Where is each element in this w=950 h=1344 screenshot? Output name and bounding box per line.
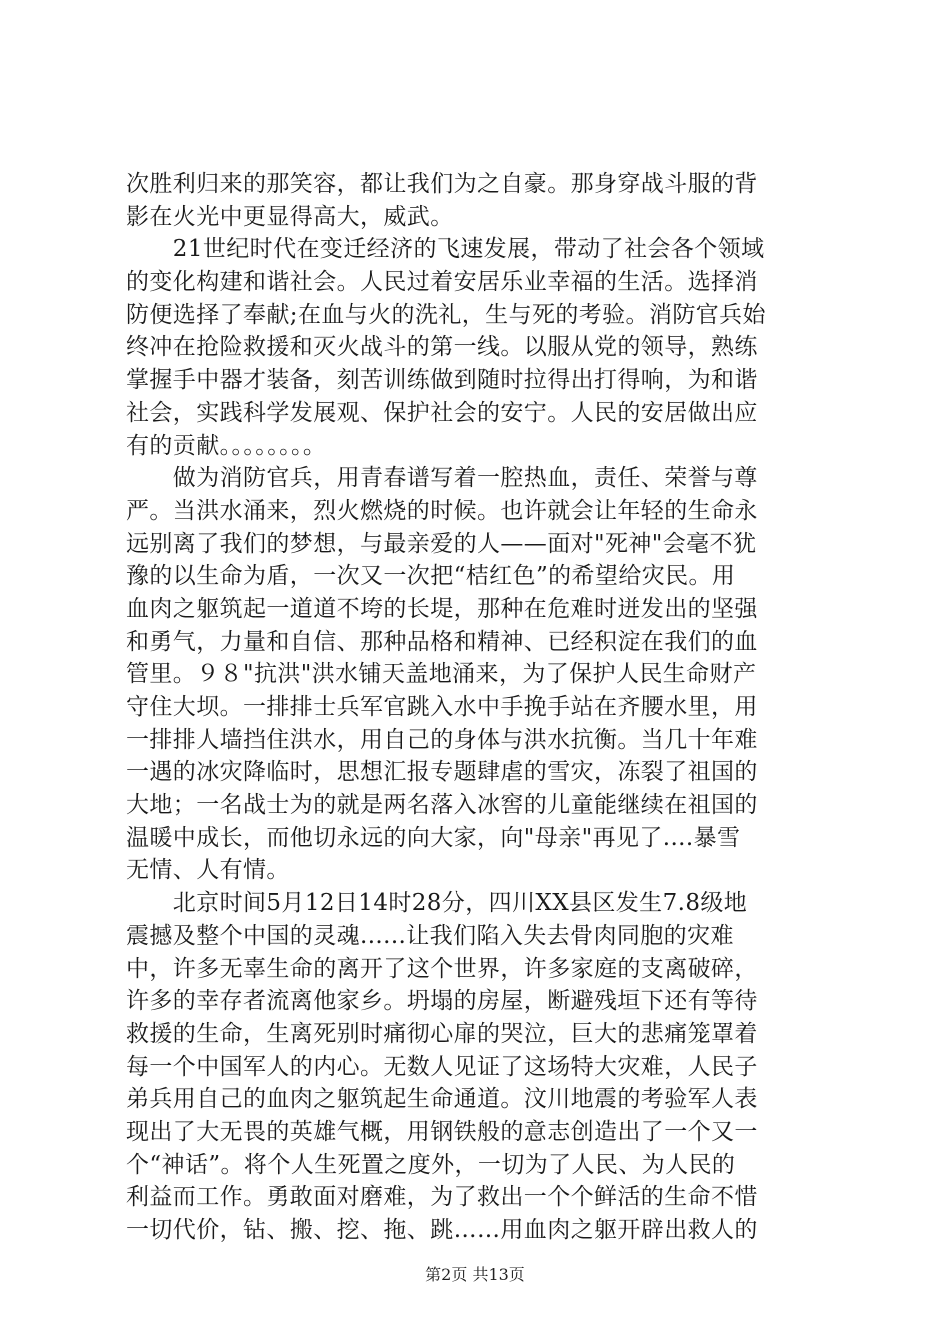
text-line: 严。当洪水涌来，烈火燃烧的时候。也许就会让年轻的生命永 [126, 497, 758, 524]
text-line: 一排排人墙挡住洪水，用自己的身体与洪水抗衡。当几十年难 [126, 726, 758, 753]
text-line: 中，许多无辜生命的离开了这个世界，许多家庭的支离破碎， [126, 955, 758, 982]
text-line: 个“神话”。将个人生死置之度外，一切为了人民、为人民的 [126, 1151, 736, 1178]
text-line: 每一个中国军人的内心。无数人见证了这场特大灾难，人民子 [126, 1053, 758, 1080]
text-line: 大地；一名战士为的就是两名落入冰窖的儿童能继续在祖国的 [126, 792, 758, 819]
text-line: 做为消防官兵，用青春谱写着一腔热血，责任、荣誉与尊 [126, 465, 758, 492]
text-line: 终冲在抢险救援和灭火战斗的第一线。以服从党的领导，熟练 [126, 334, 758, 361]
text-line: 21世纪时代在变迁经济的飞速发展，带动了社会各个领域 [126, 236, 765, 263]
text-line: 防便选择了奉献;在血与火的洗礼，生与死的考验。消防官兵始 [126, 301, 766, 328]
text-line: 掌握手中器才装备，刻苦训练做到随时拉得出打得响，为和谐 [126, 367, 758, 394]
text-line: 影在火光中更显得高大，威武。 [126, 203, 454, 230]
text-line: 豫的以生命为盾，一次又一次把“桔红色”的希望给灾民。用 [126, 563, 736, 590]
body-text [126, 168, 826, 1247]
text-line: 一切代价，钻、搬、挖、拖、跳……用血肉之躯开辟出救人的 [126, 1217, 758, 1243]
text-line: 温暖中成长，而他切永远的向大家，向"母亲"再见了....暴雪 [126, 824, 741, 851]
text-line: 和勇气，力量和自信、那种品格和精神、已经积淀在我们的血 [126, 628, 758, 655]
text-line: 远别离了我们的梦想，与最亲爱的人——面对"死神"会毫不犹 [126, 530, 757, 557]
text-line: 救援的生命，生离死别时痛彻心扉的哭泣，巨大的悲痛笼罩着 [126, 1020, 758, 1047]
text-line: 有的贡献。。。。。。。。 [126, 432, 327, 459]
text-line: 无情、人有情。 [126, 857, 290, 884]
text-line: 守住大坝。一排排士兵军官跳入水中手挽手站在齐腰水里，用 [126, 694, 758, 720]
text-line: 次胜利归来的那笑容，都让我们为之自豪。那身穿战斗服的背 [126, 171, 758, 197]
text-line: 血肉之躯筑起一道道不垮的长堤，那种在危难时迸发出的坚强 [126, 595, 758, 622]
text-line: 弟兵用自己的血肉之躯筑起生命通道。汶川地震的考验军人表 [126, 1086, 758, 1113]
text-line: 许多的幸存者流离他家乡。坍塌的房屋，断避残垣下还有等待 [126, 988, 758, 1015]
text-line: 震撼及整个中国的灵魂......让我们陷入失去骨肉同胞的灾难 [126, 922, 734, 949]
text-line: 社会，实践科学发展观、保护社会的安宁。人民的安居做出应 [126, 399, 758, 426]
text-line: 的变化构建和谐社会。人民过着安居乐业幸福的生活。选择消 [126, 269, 758, 296]
text-line: 管里。９８"抗洪"洪水铺天盖地涌来，为了保护人民生命财产 [126, 661, 757, 688]
page-footer: 第2页 共13页 [425, 1265, 525, 1284]
text-line: 利益而工作。勇敢面对磨难，为了救出一个个鲜活的生命不惜 [126, 1184, 758, 1211]
text-line: 北京时间5月12日14时28分，四川XX县区发生7.8级地 [126, 890, 748, 917]
text-line: 一遇的冰灾降临时，思想汇报专题肆虐的雪灾，冻裂了祖国的 [126, 759, 758, 786]
text-line: 现出了大无畏的英雄气概，用钢铁般的意志创造出了一个又一 [126, 1118, 758, 1145]
